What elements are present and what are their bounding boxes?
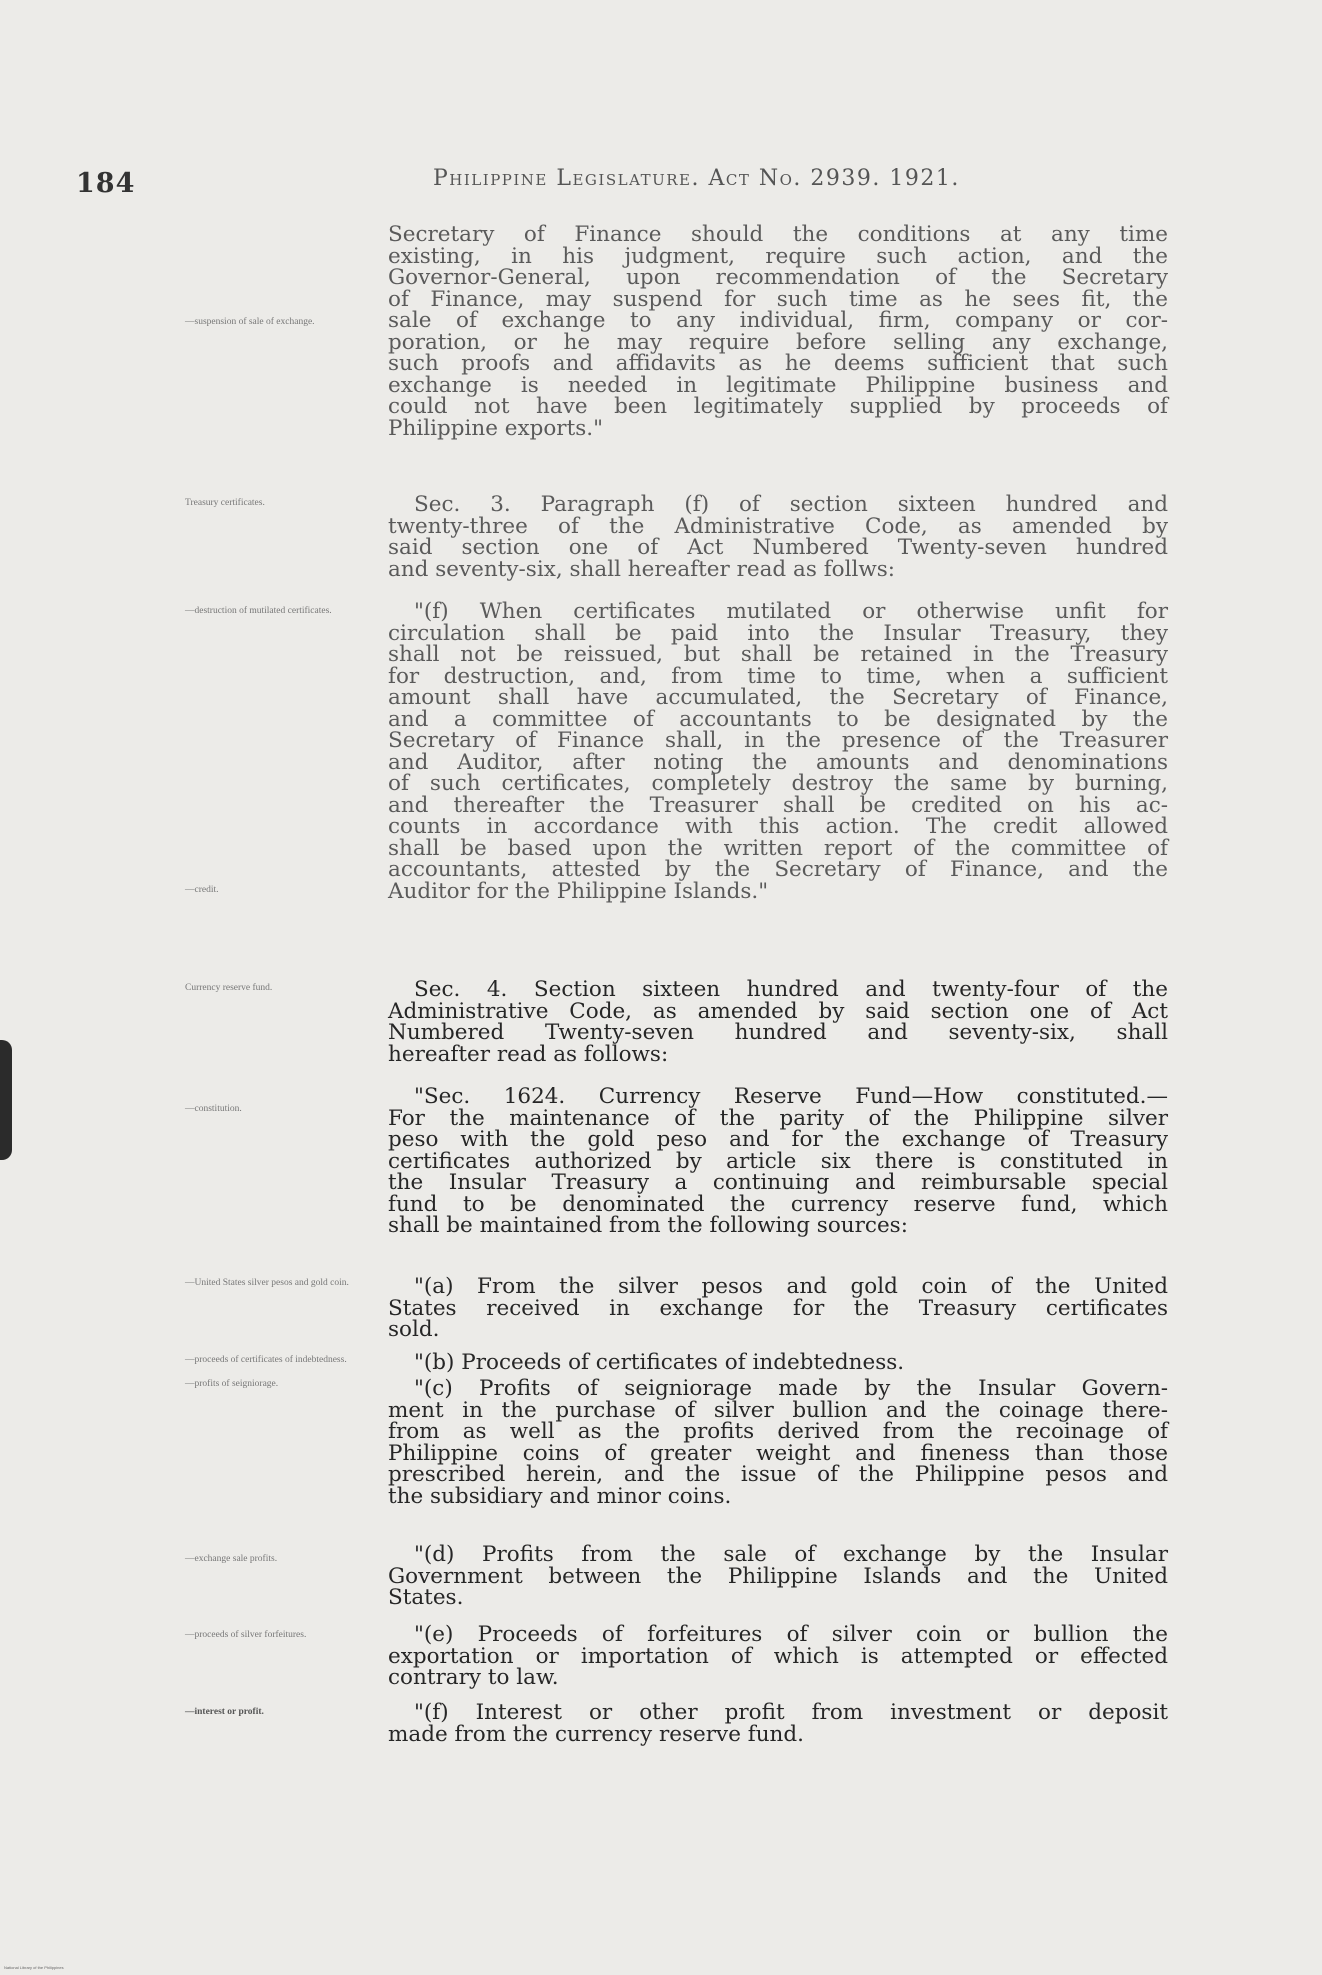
- text-line: exportation or importation of which is attempted or effected: [388, 1643, 1168, 1669]
- source-e: [388, 1624, 1168, 1689]
- text-line: Administrative Code, as amended by said section one of Act: [388, 998, 1168, 1024]
- text-line: shall be maintained from the following sources:: [388, 1213, 908, 1238]
- text-line: States.: [388, 1585, 464, 1610]
- margin-note: —destruction of mutilated certificates.: [185, 606, 332, 616]
- text-line: existing, in his judgment, require such action, and the: [388, 243, 1168, 269]
- margin-note: —suspension of sale of exchange.: [185, 317, 315, 327]
- text-line: and thereafter the Treasurer shall be credited on his ac-: [388, 792, 1168, 818]
- section-4: [388, 979, 1168, 1065]
- text-line: sold.: [388, 1317, 440, 1342]
- text-line: Government between the Philippine Islands and the United: [388, 1563, 1168, 1589]
- text-line: "Sec. 1624. Currency Reserve Fund—How constituted.—: [414, 1084, 1168, 1109]
- text-line: shall not be reissued, but shall be retained in the Treasury: [388, 642, 1168, 667]
- paragraph-f-amended: [388, 601, 1168, 902]
- text-line: peso with the gold peso and for the exchange of Treasury: [388, 1127, 1168, 1152]
- margin-note: Currency reserve fund.: [185, 983, 273, 993]
- source-a: [388, 1276, 1168, 1341]
- text-line: Secretary of Finance shall, in the presence of the Treasurer: [388, 728, 1168, 753]
- text-line: "(f) Interest or other profit from investment or deposit: [414, 1700, 1168, 1725]
- text-line: said section one of Act Numbered Twenty-seven hundred: [388, 535, 1168, 560]
- section-3: [388, 494, 1168, 580]
- text-line: and Auditor, after noting the amounts and denominations: [388, 749, 1168, 775]
- page-number: 184: [76, 168, 136, 199]
- text-line: certificates authorized by article six there is constituted in: [388, 1148, 1168, 1174]
- text-line: contrary to law.: [388, 1665, 559, 1690]
- text-line: could not have been legitimately supplied by proceeds of: [388, 394, 1168, 419]
- source-f: [388, 1702, 1168, 1745]
- text-line: "(a) From the silver pesos and gold coin of the United: [414, 1274, 1168, 1299]
- margin-note: —credit.: [185, 885, 219, 895]
- text-line: prescribed herein, and the issue of the Philippine pesos and: [388, 1462, 1168, 1487]
- margin-note: —profits of seigniorage.: [185, 1379, 279, 1389]
- margin-note: —proceeds of silver forfeitures.: [185, 1630, 307, 1640]
- text-line: amount shall have accumulated, the Secretary of Finance,: [388, 685, 1168, 710]
- text-line: "(c) Profits of seigniorage made by the Insular Govern-: [414, 1376, 1168, 1401]
- text-line: and a committee of accountants to be designated by the: [388, 706, 1168, 732]
- text-line: accountants, attested by the Secretary of Finance, and the: [388, 857, 1168, 882]
- text-line: the subsidiary and minor coins.: [388, 1483, 732, 1509]
- section-1624: [388, 1086, 1168, 1237]
- text-line: made from the currency reserve fund.: [388, 1721, 804, 1747]
- text-line: of Finance, may suspend for such time as he sees fit, the: [388, 286, 1168, 312]
- text-line: and seventy-six, shall hereafter read as follws:: [388, 556, 896, 582]
- text-line: of such certificates, completely destroy the same by burning,: [388, 771, 1168, 796]
- text-line: from as well as the profits derived from the recoinage of: [388, 1419, 1168, 1444]
- text-line: for destruction, and, from time to time, when a sufficient: [388, 663, 1168, 689]
- text-line: Auditor for the Philippine Islands.": [388, 878, 769, 904]
- text-line: "(f) When certificates mutilated or otherwise unfit for: [414, 599, 1168, 624]
- text-line: the Insular Treasury a continuing and reimbursable special: [388, 1170, 1168, 1195]
- text-line: Philippine exports.": [388, 415, 603, 441]
- text-line: ment in the purchase of silver bullion and the coinage there-: [388, 1397, 1168, 1423]
- text-line: hereafter read as follows:: [388, 1041, 669, 1067]
- text-line: counts in accordance with this action. The credit allowed: [388, 814, 1168, 839]
- source-b: [388, 1352, 1168, 1374]
- margin-note: Treasury certificates.: [185, 498, 265, 508]
- text-line: "(e) Proceeds of forfeitures of silver coin or bullion the: [414, 1622, 1168, 1647]
- margin-note: —exchange sale profits.: [185, 1554, 278, 1564]
- text-line: exchange is needed in legitimate Philippine business and: [388, 372, 1168, 398]
- running-head: Philippine Legislature. Act No. 2939. 1921.: [433, 166, 960, 191]
- text-line: twenty-three of the Administrative Code, as amended by: [388, 513, 1168, 539]
- source-d: [388, 1544, 1168, 1609]
- text-line: shall be based upon the written report of the committee of: [388, 835, 1168, 861]
- text-line: Numbered Twenty-seven hundred and seventy-six, shall: [388, 1020, 1168, 1045]
- text-line: poration, or he may require before selling any exchange,: [388, 329, 1168, 355]
- text-line: sale of exchange to any individual, firm, company or cor-: [388, 308, 1168, 333]
- text-line: Sec. 4. Section sixteen hundred and twenty-four of the: [414, 977, 1168, 1002]
- binding-shadow: [0, 1040, 12, 1160]
- footer-credit: National Library of the Philippines: [4, 1965, 64, 1970]
- text-line: Sec. 3. Paragraph (f) of section sixteen hundred and: [414, 492, 1168, 517]
- text-line: such proofs and affidavits as he deems sufficient that such: [388, 351, 1168, 376]
- margin-note: —proceeds of certificates of indebtedness.: [185, 1355, 347, 1365]
- text-line: "(b) Proceeds of certificates of indebtedness.: [414, 1350, 905, 1375]
- text-line: Secretary of Finance should the conditions at any time: [388, 222, 1168, 247]
- text-line: States received in exchange for the Treasury certificates: [388, 1295, 1168, 1321]
- text-line: circulation shall be paid into the Insular Treasury, they: [388, 620, 1168, 646]
- text-line: "(d) Profits from the sale of exchange by the Insular: [414, 1542, 1168, 1567]
- text-line: Philippine coins of greater weight and fineness than those: [388, 1440, 1168, 1466]
- paragraph-continuation: [388, 224, 1168, 439]
- margin-note: —constitution.: [185, 1104, 242, 1114]
- text-line: For the maintenance of the parity of the Philippine silver: [388, 1105, 1168, 1131]
- text-line: fund to be denominated the currency reserve fund, which: [388, 1191, 1168, 1217]
- margin-note: —United States silver pesos and gold coin.: [185, 1278, 349, 1288]
- source-c: [388, 1378, 1168, 1507]
- margin-note: —interest or profit.: [185, 1707, 264, 1717]
- text-line: Governor-General, upon recommendation of the Secretary: [388, 265, 1168, 290]
